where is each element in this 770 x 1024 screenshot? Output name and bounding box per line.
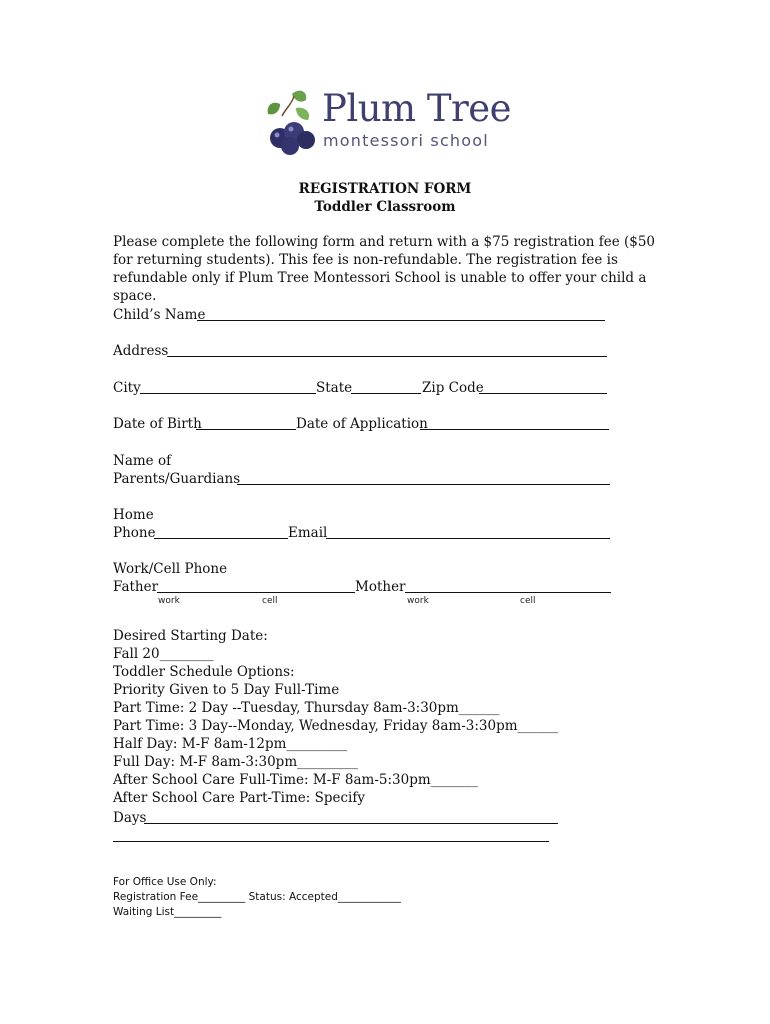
dob-field[interactable] [196,429,296,430]
office-heading: For Office Use Only: [113,876,217,888]
parents-field[interactable] [237,484,610,485]
doa-field[interactable] [420,429,609,430]
option-line: After School Care Part-Time: Specify [113,790,365,806]
doa-label: Date of Application [296,416,428,432]
plum-tree-icon [262,86,322,162]
city-label: City [113,380,141,396]
email-field[interactable] [326,538,610,539]
logo-title: Plum Tree [322,87,512,130]
office-use-section [113,875,401,920]
option-line[interactable]: Full Day: M-F 8am-3:30pm_________ [113,754,358,770]
option-line[interactable]: Part Time: 2 Day --Tuesday, Thursday 8am-3:30pm______ [113,700,500,716]
days-label: Days [113,810,147,826]
city-field[interactable] [140,393,316,394]
home-phone-label-line2: Phone [113,525,156,541]
days-field-continued[interactable] [113,841,549,842]
mother-phone-field[interactable] [405,592,611,593]
dob-label: Date of Birth [113,416,202,432]
state-field[interactable] [351,393,421,394]
workcell-label: Work/Cell Phone [113,561,228,577]
father-phone-field[interactable] [157,592,355,593]
child-name-label: Child’s Name [113,307,206,323]
intro-paragraph: Please complete the following form and return with a $75 registration fee ($50 for returning students). This fee is non-refundable. The registration fee is refundable only if Plum Tree Montessori School is unable to offer your child a space. [113,234,656,304]
office-waiting-list: Waiting List_________ [113,906,222,918]
logo-subtitle: montessori school [323,131,489,150]
mother-label: Mother [355,579,406,595]
days-field[interactable] [144,823,558,824]
office-reg-fee: Registration Fee_________ Status: Accepted____________ [113,891,401,903]
address-label: Address [113,343,169,359]
mother-work-hint: work [407,596,429,606]
form-title: REGISTRATION FORM [298,181,472,197]
home-phone-label-line1: Home [113,507,154,523]
option-line[interactable]: Part Time: 3 Day--Monday, Wednesday, Friday 8am-3:30pm______ [113,718,559,734]
mother-cell-hint: cell [520,596,536,606]
school-logo [262,86,512,162]
email-label: Email [288,525,328,541]
father-work-hint: work [158,596,180,606]
option-line[interactable]: After School Care Full-Time: M-F 8am-5:30pm_______ [113,772,478,788]
option-line: Priority Given to 5 Day Full-Time [113,682,340,698]
address-field[interactable] [167,356,607,357]
state-label: State [316,380,353,396]
home-phone-field[interactable] [154,538,288,539]
schedule-options [113,627,558,807]
zip-field[interactable] [479,393,607,394]
option-line[interactable]: Half Day: M-F 8am-12pm_________ [113,736,348,752]
option-line: Toddler Schedule Options: [113,664,295,680]
form-subtitle: Toddler Classroom [314,199,456,215]
father-label: Father [113,579,159,595]
option-line: Desired Starting Date: [113,628,268,644]
zip-label: Zip Code [422,380,484,396]
father-cell-hint: cell [262,596,278,606]
parents-label-line2: Parents/Guardians [113,471,241,487]
option-line[interactable]: Fall 20________ [113,646,214,662]
child-name-field[interactable] [197,320,605,321]
parents-label-line1: Name of [113,453,172,469]
